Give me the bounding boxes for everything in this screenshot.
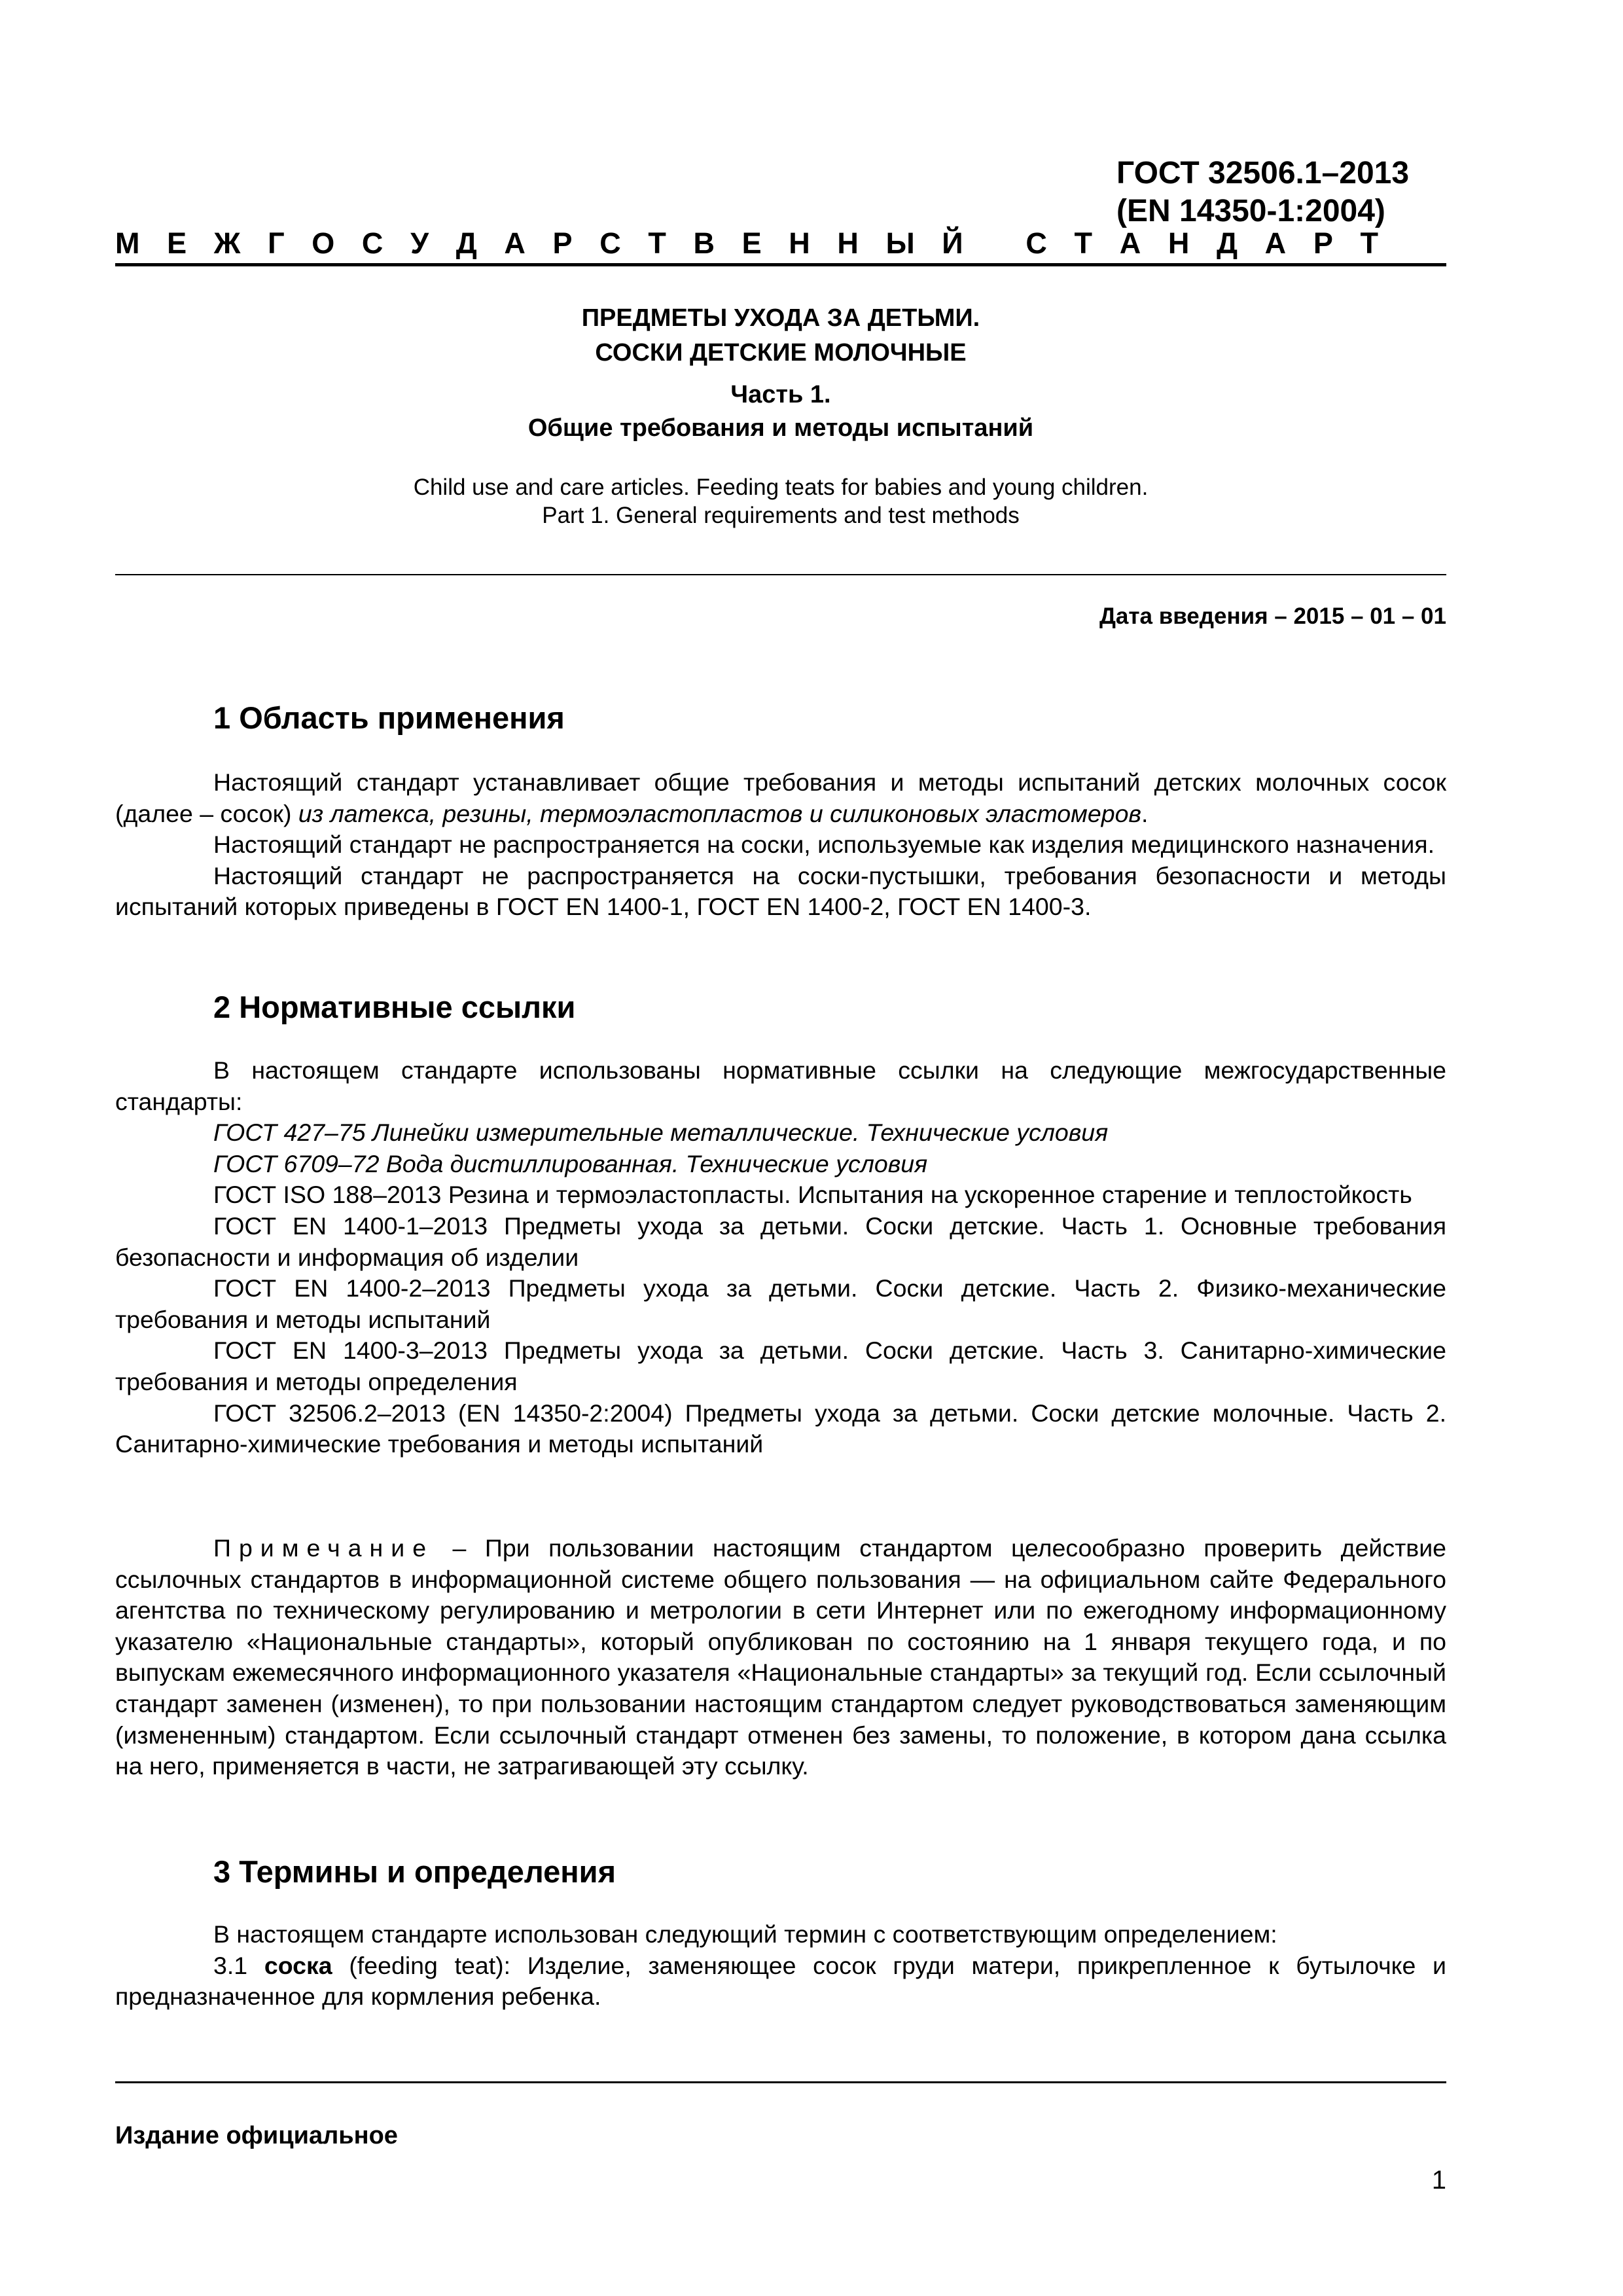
standard-code-en: (EN 14350-1:2004) — [1116, 194, 1385, 228]
banner-letter: В — [693, 226, 715, 260]
note-paragraph — [115, 1533, 1446, 1782]
section-3-heading: 3 Термины и определения — [213, 1854, 616, 1889]
title-en-line-2: Part 1. General requirements and test methods — [542, 503, 1020, 528]
section-1-paragraph-2: Настоящий стандарт не распространяется на соски, используемые как изделия медицинского назначения. — [213, 831, 1435, 859]
term-definition-text: (feeding teat): Изделие, заменяющее сосок груди матери, прикрепленное к бутылочке и предназначенное для кормления ребенка. — [115, 1951, 1446, 2011]
page-number: 1 — [1431, 2166, 1446, 2195]
banner-letter: Ы — [885, 226, 915, 260]
banner-letter: Е — [167, 226, 187, 260]
term-definition — [115, 1950, 1446, 2013]
date-of-introduction: Дата введения – 2015 – 01 – 01 — [1099, 603, 1446, 629]
official-edition-label: Издание официальное — [115, 2122, 398, 2149]
banner-letter: О — [312, 226, 335, 260]
normative-ref-4: ГОСТ EN 1400-1–2013 Предметы ухода за детьми. Соски детские. Часть 1. Основные требования безопасности и информация об изделии — [115, 1211, 1446, 1271]
interstate-standard-banner — [115, 225, 1378, 262]
standard-code — [1116, 154, 1409, 230]
banner-letter: Н — [1168, 226, 1190, 260]
title-part: Часть 1. — [730, 381, 831, 408]
section-2-intro: В настоящем стандарте использованы нормативные ссылки на следующие межгосударственные стандарты: — [115, 1056, 1446, 1115]
section-1-paragraph-3: Настоящий стандарт не распространяется на соски-пустышки, требования безопасности и методы испытаний которых приведены в ГОСТ EN 1400-1, ГОСТ EN 1400-2, ГОСТ EN 1400-3. — [115, 861, 1446, 921]
banner-letter: Е — [741, 226, 762, 260]
banner-letter: Ж — [213, 226, 241, 260]
banner-letter: Г — [268, 226, 285, 260]
banner-gap — [990, 225, 999, 262]
standard-code-ru: ГОСТ 32506.1–2013 — [1116, 156, 1410, 190]
title-line-2: СОСКИ ДЕТСКИЕ МОЛОЧНЫЕ — [595, 339, 967, 367]
footer-rule — [115, 2081, 1446, 2083]
section-1-p1-text: Настоящий стандарт устанавливает общие требования и методы испытаний детских молочных сосок (далее – сосок) — [115, 768, 1446, 827]
title-subtitle: Общие требования и методы испытаний — [527, 414, 1034, 442]
section-1-p1-end: . — [1141, 799, 1149, 827]
banner-letter: Т — [1360, 226, 1378, 260]
normative-ref-7: ГОСТ 32506.2–2013 (EN 14350-2:2004) Предметы ухода за детьми. Соски детские молочные. Часть 2. Санитарно-химические требования и методы испытаний — [115, 1399, 1446, 1458]
banner-letter: Н — [789, 226, 810, 260]
banner-letter: Й — [942, 226, 963, 260]
banner-letter: А — [504, 226, 526, 260]
banner-letter: А — [1264, 226, 1287, 260]
banner-letter: Т — [648, 226, 666, 260]
section-3-intro: В настоящем стандарте использован следующий термин с соответствующим определением: — [213, 1920, 1277, 1948]
normative-ref-6: ГОСТ EN 1400-3–2013 Предметы ухода за детьми. Соски детские. Часть 3. Санитарно-химические требования и методы определения — [115, 1336, 1446, 1395]
title-line-1: ПРЕДМЕТЫ УХОДА ЗА ДЕТЬМИ. — [581, 304, 980, 332]
banner-letter: Р — [1313, 226, 1333, 260]
normative-ref-3: ГОСТ ISO 188–2013 Резина и термоэластопласты. Испытания на ускоренное старение и теплостойкость — [213, 1181, 1412, 1209]
title-rule — [115, 574, 1446, 575]
title-en-line-1: Child use and care articles. Feeding teats for babies and young children. — [413, 475, 1149, 500]
section-2-heading: 2 Нормативные ссылки — [213, 990, 576, 1024]
banner-letter: Р — [552, 226, 573, 260]
note-text: – При пользовании настоящим стандартом целесообразно проверить действие ссылочных стандартов в информационной системе общего пользования — на официальном сайте Федерального агентства по техническому регулированию и метрологии в сети Интернет или по ежегодному информационному указателю «Национальные стандарты», который опубликован по состоянию на 1 января текущего года, и по выпускам ежемесячного информационного указателя «Национальные стандарты» за текущий год. Если ссылочный стандарт заменен (изменен), то при пользовании настоящим стандартом следует руководствоваться заменяющим (измененным) стандартом. Если ссылочный стандарт отменен без замены, то положение, в котором дана ссылка на него, применяется в части, не затрагивающей эту ссылку. — [115, 1534, 1446, 1780]
term-name: соска — [264, 1951, 332, 1979]
section-3-body — [115, 1919, 1446, 2013]
banner-letter: Т — [1074, 226, 1093, 260]
section-1-heading: 1 Область применения — [213, 700, 565, 735]
section-1-paragraph-1 — [115, 767, 1446, 829]
normative-ref-1: ГОСТ 427–75 Линейки измерительные металлические. Технические условия — [213, 1119, 1109, 1147]
normative-ref-5: ГОСТ EN 1400-2–2013 Предметы ухода за детьми. Соски детские. Часть 2. Физико-механические требования и методы испытаний — [115, 1274, 1446, 1333]
banner-letter: С — [1026, 226, 1047, 260]
banner-letter: Н — [837, 226, 859, 260]
section-2-note — [115, 1533, 1446, 1782]
banner-letter: С — [599, 226, 621, 260]
banner-letter: С — [361, 226, 383, 260]
normative-ref-2: ГОСТ 6709–72 Вода дистиллированная. Технические условия — [213, 1149, 928, 1177]
header-rule — [115, 263, 1446, 266]
banner-letter: Д — [1216, 226, 1238, 260]
section-1-body — [115, 767, 1446, 923]
banner-letter: У — [410, 226, 429, 260]
note-label: Примечание — [213, 1534, 435, 1562]
section-2-body — [115, 1055, 1446, 1460]
term-number: 3.1 — [213, 1951, 264, 1979]
section-1-p1-italic: из латекса, резины, термоэластопластов и силиконовых эластомеров — [298, 799, 1142, 827]
banner-letter: Д — [455, 226, 477, 260]
banner-letter: М — [115, 226, 140, 260]
banner-letter: А — [1119, 226, 1141, 260]
